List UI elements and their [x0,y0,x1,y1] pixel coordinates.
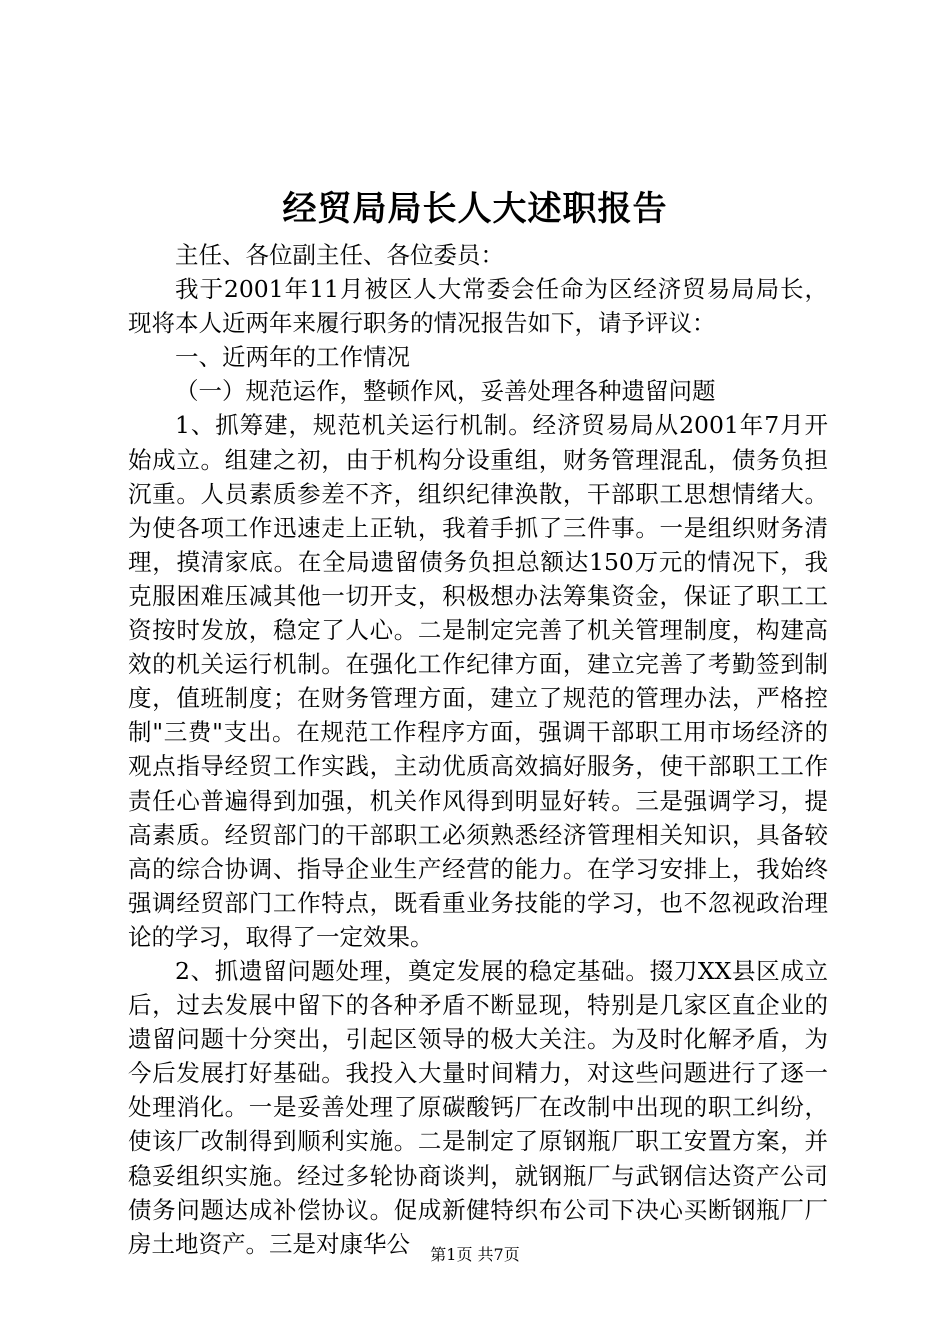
section-heading: 一、近两年的工作情况 [175,343,410,372]
intro-paragraph: 我于2001年11月被区人大常委会任命为区经济贸易局局长，现将本人近两年来履行职务的情况报告如下，请予评议： [128,275,828,338]
body-paragraph: 2、抓遗留问题处理，奠定发展的稳定基础。掇刀XX县区成立后，过去发展中留下的各种矛盾不断显现，特别是几家区直企业的遗留问题十分突出，引起区领导的极大关注。为及时化解矛盾，为今后发展打好基础。我投入大量时间精力，对这些问题进行了逐一处理消化。一是妥善处理了原碳酸钙厂在改制中出现的职工纠纷，使该厂改制得到顺利实施。二是制定了原钢瓶厂职工安置方案，并稳妥组织实施。经过多轮协商谈判，就钢瓶厂与武钢信达资产公司债务问题达成补偿协议。促成新健特织布公司下决心买断钢瓶厂厂房土地资产。三是对康华公 [128,956,828,1258]
salutation-paragraph: 主任、各位副主任、各位委员： [175,241,504,269]
document-title: 经贸局局长人大述职报告 [282,189,668,229]
body-paragraph: 1、抓筹建，规范机关运行机制。经济贸易局从2001年7月开始成立。组建之初，由于机构分设重组，财务管理混乱，债务负担沉重。人员素质参差不齐，组织纪律涣散，干部职工思想情绪大。为使各项工作迅速走上正轨，我着手抓了三件事。一是组织财务清理，摸清家底。在全局遗留债务负担总额达150万元的情况下，我克服困难压减其他一切开支，积极想办法筹集资金，保证了职工工资按时发放，稳定了人心。二是制定完善了机关管理制度，构建高效的机关运行机制。在强化工作纪律方面，建立完善了考勤签到制度，值班制度；在财务管理方面，建立了规范的管理办法，严格控制"三费"支出。在规范工作程序方面，强调干部职工用市场经济的观点指导经贸工作实践，主动优质高效搞好服务，使干部职工工作责任心普遍得到加强，机关作风得到明显好转。三是强调学习，提高素质。经贸部门的干部职工必须熟悉经济管理相关知识，具备较高的综合协调、指导企业生产经营的能力。在学习安排上，我始终强调经贸部门工作特点，既看重业务技能的学习，也不忽视政治理论的学习，取得了一定效果。 [128,411,828,951]
document-body [128,238,828,1261]
subsection-heading: （一）规范运作，整顿作风，妥善处理各种遗留问题 [175,377,716,406]
page-footer: 第1页 共7页 [430,1245,520,1264]
